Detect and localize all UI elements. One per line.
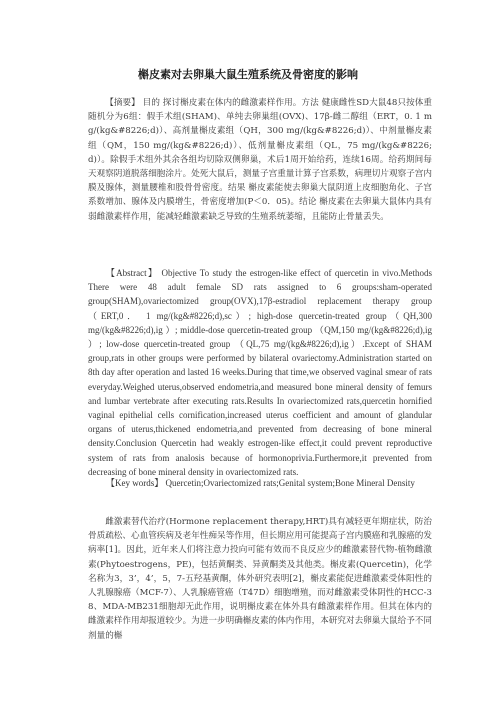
abstract-cn [88,96,432,224]
abstract-en [88,266,432,479]
keywords [88,476,432,490]
keywords-head: 【Key words】 [106,478,164,488]
body-paragraph: 雌激素替代治疗(Hormone replacement therapy,HRT)具有减轻更年期症状，防治骨质疏松、心血管疾病及老年性痴呆等作用，但长期应用可能提高子宫内膜癌和乳腺癌的发病率[1]。因此，近年来人们将注意力投向可能有效而不良反应少的雌激素替代物-植物雌激素(Phytoestrogens，PE)，包括黄酮类、异黄酮类及其他类。槲皮素(Quercetin)，化学名称为3，3’，4’，5，7-五羟基黄酮，体外研究表明[2]，槲皮素能促进雌激素受体阳性的人乳腺腺癌（MCF-7）、人乳腺癌管癌（T47D）细胞增殖，而对雌激素受体阴性的HCC-38、MDA-MB231细胞却无此作用，说明槲皮素在体外具有雌激素样作用。但其在体内的雌激素样作用却报道较少。为进一步明确槲皮素的体内作用，本研究对去卵巢大鼠给予不同剂量的槲 [88,517,433,641]
abstract-en-text: Objective To study the estrogen-like effect of quercetin in vivo.Methods There were 48 adult female SD rats assigned to 6 groups:sham-operated group(SHAM),ovariectomized group(OVX),17β-estradiol replacement therapy group（ERT,0． 1 mg/(kg&#8226;d),sc）; high-dose quercetin-treated group（QH,300 mg/(kg&#8226;d),ig ）; middle-dose quercetin-treated group （QM,150 mg/(kg&#8226;d),ig ）; low-dose quercetin-treated group （QL,75 mg/(kg&#8226;d),ig）.Except of SHAM group,rats in other groups were performed by bilateral ovariectomy.Administration started on 8th day after operation and lasted 16 weeks.During that time,we observed vaginal smear of rats everyday.Weighed uterus,observed endometria,and measured bone mineral density of femurs and lumbar vertebrate after executing rats.Results In ovariectomized rats,quercetin hornified vaginal epithelial cells cornification,increased uterus coefficient and amount of glandular organs of uterus,thickened endometria,and prevented from decreasing of bone mineral density.Conclusion Quercetin had weakly estrogen-like effect,it could prevent reproductive system of rats from analosis because of hormonoprivia.Furthermore,it prevented from decreasing of bone mineral density in ovariectomized rats. [88,268,433,477]
abstract-cn-text: 目的 探讨槲皮素在体内的雌激素样作用。方法 健康雌性SD大鼠48只按体重随机分为6组：假手术组(SHAM)、单纯去卵巢组(OVX)、17β-雌二醇组（ERT，0. 1 mg/(kg&#8226;d)）、高剂量槲皮素组（QH，300 mg/(kg&#8226;d)）、中剂量槲皮素组（QM，150 mg/(kg&#8226;d)）、低剂量槲皮素组（QL，75 mg/(kg&#8226;d)）。除假手术组外其余各组均切除双侧卵巢，术后1周开始给药，连续16周。给药期间每天观察阴道脱落细胞涂片。处死大鼠后，测量子宫重量计算子宫系数，病理切片观察子宫内膜及腺体，测量腰椎和股骨骨密度。结果 槲皮素能使去卵巢大鼠阴道上皮细胞角化、子宫系数增加、腺体及内膜增生，骨密度增加(P＜0．05)。结论 槲皮素在去卵巢大鼠体内具有弱雌激素样作用，能减轻雌激素缺乏导致的生殖系统萎缩，且能防止骨量丢失。 [88,98,432,222]
abstract-en-head: 【Abstract】 [106,268,159,278]
abstract-cn-head: 【摘要】 [105,98,140,108]
paper-title: 槲皮素对去卵巢大鼠生殖系统及骨密度的影响 [138,68,358,81]
keywords-text: Quercetin;Ovariectomized rats;Genital system;Bone Mineral Density [165,478,415,488]
